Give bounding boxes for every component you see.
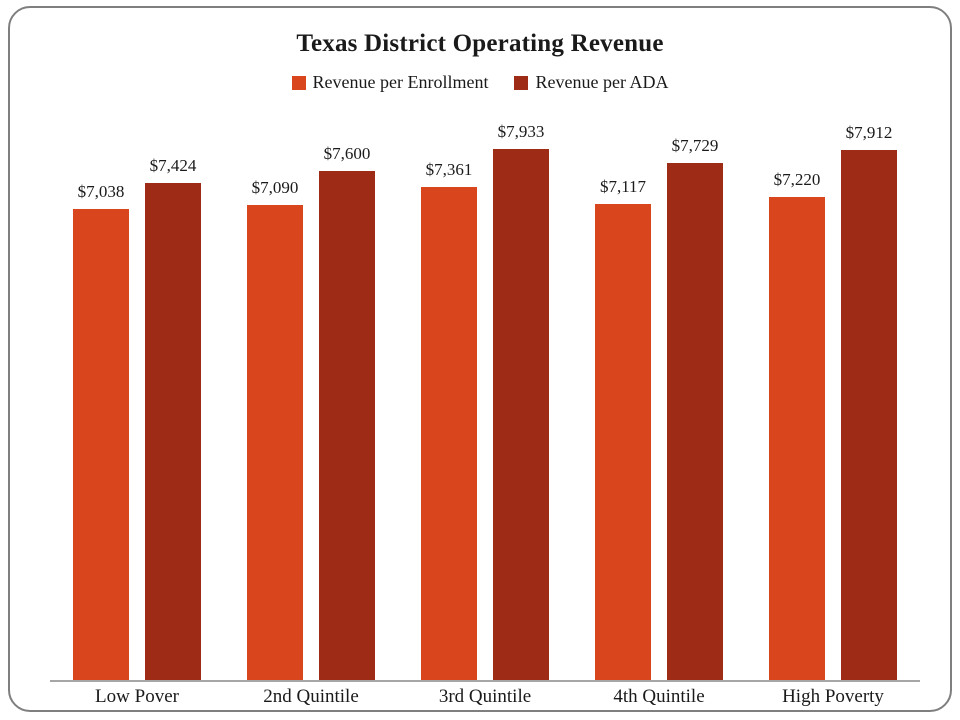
bar-item [841, 104, 897, 682]
bar-group [50, 104, 224, 682]
legend-item-revenue-per-enrollment[interactable] [292, 72, 489, 93]
bar-value-label: $7,933 [497, 122, 545, 141]
bar[interactable] [667, 163, 723, 682]
bar-value-label: $7,038 [77, 182, 125, 201]
category-label: High Poverty [782, 686, 884, 707]
legend-item-revenue-per-ada[interactable] [514, 72, 668, 93]
bar[interactable] [73, 209, 129, 682]
chart-title: Texas District Operating Revenue [296, 30, 664, 57]
bar-group-bars [572, 104, 746, 682]
bar-item [73, 104, 129, 682]
bar-value-label: $7,361 [425, 160, 473, 179]
bar-item [421, 104, 477, 682]
bar[interactable] [247, 205, 303, 682]
bar-value-label: $7,220 [773, 170, 821, 189]
bar-item [247, 104, 303, 682]
bar-group [398, 104, 572, 682]
bar[interactable] [595, 204, 651, 682]
legend-swatch-enrollment [292, 76, 306, 90]
bar-group [224, 104, 398, 682]
bar[interactable] [493, 149, 549, 682]
bar-item [595, 104, 651, 682]
bar-value-label: $7,729 [671, 136, 719, 155]
category-label: 4th Quintile [613, 686, 705, 707]
category-label: Low Pover [95, 686, 179, 707]
bar[interactable] [319, 171, 375, 682]
bar[interactable] [145, 183, 201, 682]
chart-legend [10, 72, 950, 93]
bar-group-bars [50, 104, 224, 682]
bar-item [769, 104, 825, 682]
chart-container [8, 6, 952, 712]
legend-label-ada: Revenue per ADA [535, 72, 669, 92]
legend-label-enrollment: Revenue per Enrollment [312, 72, 489, 92]
category-axis-labels [50, 686, 920, 708]
bar-value-label: $7,424 [149, 156, 197, 175]
bar-value-label: $7,912 [845, 123, 893, 142]
bar[interactable] [421, 187, 477, 682]
bar-group-bars [224, 104, 398, 682]
bar[interactable] [841, 150, 897, 682]
bar-group-bars [398, 104, 572, 682]
bar-group [572, 104, 746, 682]
bar-value-label: $7,090 [251, 178, 299, 197]
category-label: 2nd Quintile [263, 686, 359, 707]
bar-value-label: $7,600 [323, 144, 371, 163]
bar-item [319, 104, 375, 682]
bar-item [667, 104, 723, 682]
category-label: 3rd Quintile [438, 686, 532, 707]
bar-group-bars [746, 104, 920, 682]
bar-item [493, 104, 549, 682]
bar-item [145, 104, 201, 682]
bar-value-label: $7,117 [599, 177, 647, 196]
x-axis-line [50, 680, 920, 682]
legend-swatch-ada [514, 76, 528, 90]
plot-area [50, 104, 920, 682]
bar-groups [50, 104, 920, 682]
bar[interactable] [769, 197, 825, 682]
bar-group [746, 104, 920, 682]
